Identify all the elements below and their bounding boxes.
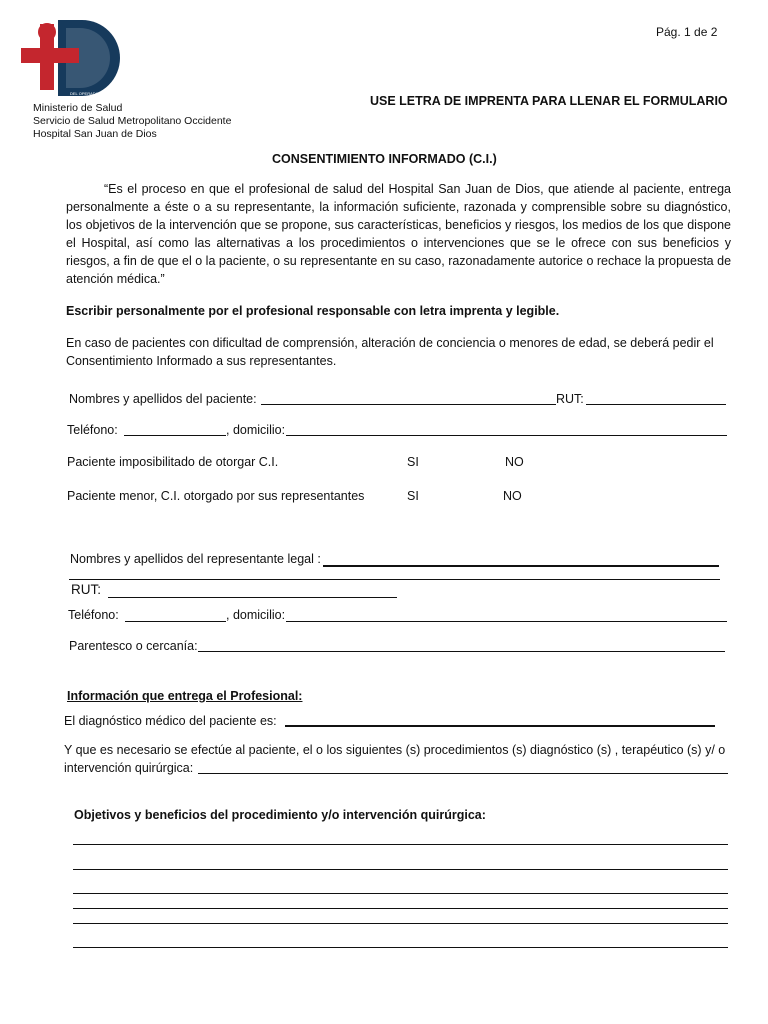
rep-rut-label: RUT: (71, 582, 101, 597)
form-title: CONSENTIMIENTO INFORMADO (C.I.) (272, 152, 497, 166)
professional-section-title: Información que entrega el Profesional: (67, 689, 303, 703)
patient-rut-label: RUT: (556, 392, 584, 406)
objectives-line-1[interactable] (73, 844, 728, 845)
objectives-line-5[interactable] (73, 923, 728, 924)
patient-rut-field[interactable] (586, 404, 726, 405)
objectives-line-2[interactable] (73, 869, 728, 870)
rep-rut-field[interactable] (108, 597, 397, 598)
rep-name-field-continued[interactable] (69, 579, 720, 580)
diagnosis-field[interactable] (285, 725, 715, 727)
procedure-field[interactable] (198, 773, 728, 774)
hospital-logo (20, 18, 123, 98)
rep-relation-field[interactable] (198, 651, 725, 652)
org-line-1: Ministerio de Salud (33, 102, 123, 114)
patient-minor-yes[interactable]: SI (407, 489, 419, 503)
page-number: Pág. 1 de 2 (656, 25, 718, 39)
write-note: Escribir personalmente por el profesional responsable con letra imprenta y legible. (66, 304, 560, 318)
patient-name-label: Nombres y apellidos del paciente: (69, 392, 257, 406)
logo-text: DEL OPERADOR DE SALUD (70, 91, 123, 96)
rep-name-field[interactable] (323, 565, 719, 567)
org-block (33, 102, 231, 141)
rep-relation-label: Parentesco o cercanía: (69, 639, 198, 653)
definition-paragraph: “Es el proceso en que el profesional de salud del Hospital San Juan de Dios, que atiende al paciente, entrega personalmente a éste o a su representante, la información suficiente, razonada y comprensible sobre su diagnóstico, los objetivos de la intervención que se propone, sus características, beneficios y riesgos, los medios de los que dispone el Hospital, así como las alternativas a los procedimientos o intervenciones que se le ofrece con sus beneficios y riesgos, a fin de que el o la paciente, o su representante en su caso, razonadamente autorice o rechace la propuesta de atención médica.” (66, 182, 732, 286)
objectives-line-3[interactable] (73, 893, 728, 894)
instruction-heading: USE LETRA DE IMPRENTA PARA LLENAR EL FORMULARIO (370, 94, 728, 108)
patient-address-label: , domicilio: (226, 423, 286, 437)
patient-name-field[interactable] (261, 404, 556, 405)
patient-unable-yes[interactable]: SI (407, 455, 419, 469)
rep-address-field[interactable] (286, 621, 727, 622)
org-line-2: Servicio de Salud Metropolitano Occidente (33, 115, 232, 127)
patient-phone-field[interactable] (124, 435, 226, 436)
patient-phone-label: Teléfono: (67, 423, 118, 437)
diagnosis-label: El diagnóstico médico del paciente es: (64, 714, 277, 728)
patient-minor-label: Paciente menor, C.I. otorgado por sus representantes (67, 489, 365, 503)
patient-address-field[interactable] (286, 435, 727, 436)
difficulty-note: En caso de pacientes con dificultad de comprensión, alteración de conciencia o menores de edad, se deberá pedir el Consentimiento Informado a sus representantes. (66, 336, 714, 368)
org-line-3: Hospital San Juan de Dios (33, 128, 157, 140)
procedure-line-1: Y que es necesario se efectúe al paciente, el o los siguientes (s) procedimientos (s) diagnóstico (s) , terapéutico (s) y/ o (64, 743, 726, 757)
patient-unable-label: Paciente imposibilitado de otorgar C.I. (67, 455, 279, 469)
objectives-title: Objetivos y beneficios del procedimiento y/o intervención quirúrgica: (74, 808, 486, 822)
procedure-line-2: intervención quirúrgica: (64, 761, 194, 775)
patient-minor-no[interactable]: NO (503, 489, 522, 503)
objectives-line-6[interactable] (73, 947, 728, 948)
patient-unable-no[interactable]: NO (505, 455, 524, 469)
objectives-line-4[interactable] (73, 908, 728, 909)
rep-name-label: Nombres y apellidos del representante legal : (70, 552, 321, 566)
rep-address-label: , domicilio: (226, 608, 286, 622)
rep-phone-field[interactable] (125, 621, 226, 622)
rep-phone-label: Teléfono: (68, 608, 119, 622)
